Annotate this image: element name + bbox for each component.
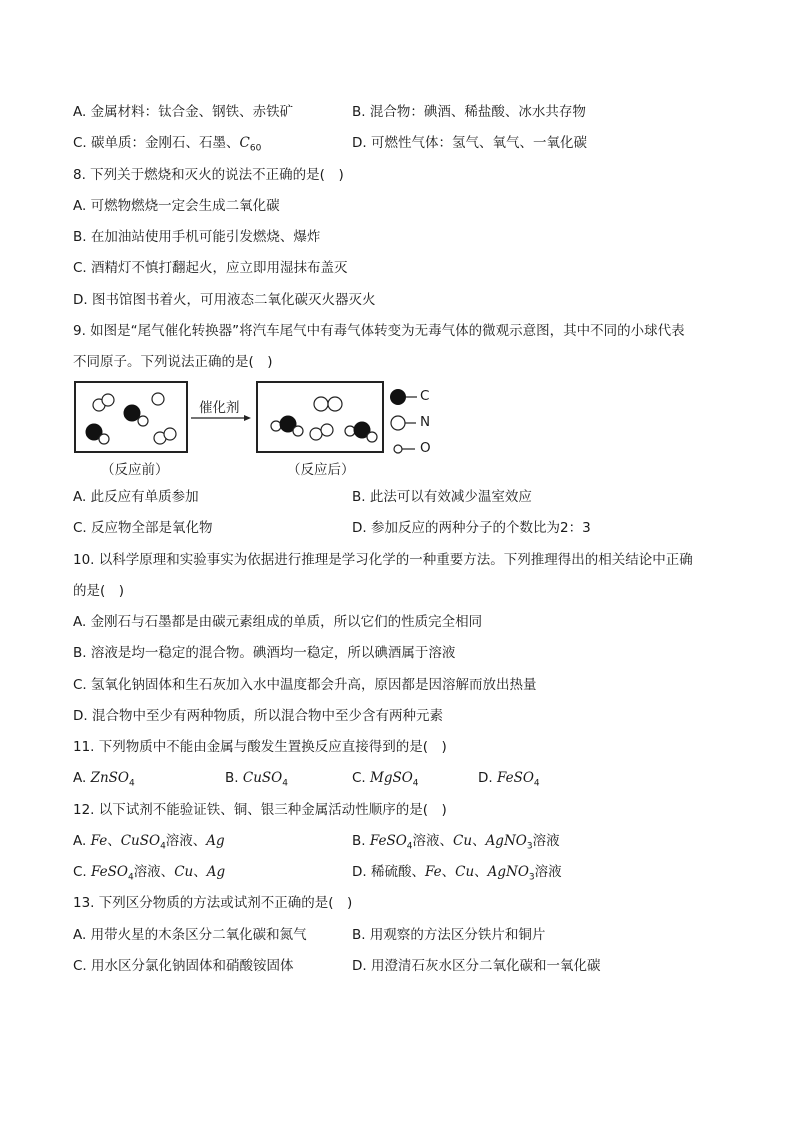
q13-option-d: D. 用澄清石灰水区分二氧化碳和一氧化碳 [352,958,601,974]
q10-option-a: A. 金刚石与石墨都是由碳元素组成的单质，所以它们的性质完全相同 [73,614,483,630]
before-molecules [86,393,176,444]
q11-option-b: B. CuSO$_4$ [225,770,288,789]
q10-stem-line1: 10. 以科学原理和实验事实为依据进行推理是学习化学的一种重要方法。下列推理得出的相关结论中正确 [73,552,693,568]
q12-option-c: C. FeSO$_4$溶液、Cu、Ag [73,864,226,883]
q10-option-c: C. 氢氧化钠固体和生石灰加入水中温度都会升高，原因都是因溶解而放出热量 [73,677,537,693]
q8-option-d: D. 图书馆图书着火，可用液态二氧化碳灭火器灭火 [73,292,376,308]
q7-option-b: B. 混合物：碘酒、稀盐酸、冰水共存物 [352,104,586,120]
legend-atoms [390,389,417,453]
q9-option-a: A. 此反应有单质参加 [73,489,199,505]
q11-stem: 11. 下列物质中不能由金属与酸发生置换反应直接得到的是( ) [73,739,447,755]
q9-option-d: D. 参加反应的两种分子的个数比为2：3 [352,520,591,536]
q10-option-d: D. 混合物中至少有两种物质，所以混合物中至少含有两种元素 [73,708,443,724]
after-molecules [271,397,377,442]
q7-option-a: A. 金属材料：钛合金、钢铁、赤铁矿 [73,104,294,120]
q13-option-a: A. 用带火星的木条区分二氧化碳和氮气 [73,927,307,943]
q9-stem-line1: 9. 如图是“尾气催化转换器”将汽车尾气中有毒气体转变为无毒气体的微观示意图，其中不同的小球代表 [73,323,685,339]
q11-option-d: D. FeSO$_4$ [478,770,540,789]
q7-option-d: D. 可燃性气体：氢气、氧气、一氧化碳 [352,135,587,151]
before-caption: （反应前） [101,462,169,478]
legend-c: C [420,388,430,404]
q13-stem: 13. 下列区分物质的方法或试剂不正确的是( ) [73,895,353,911]
after-caption: （反应后） [287,462,355,478]
q12-stem: 12. 以下试剂不能验证铁、铜、银三种金属活动性顺序的是( ) [73,802,447,818]
q12-option-a: A. Fe、CuSO$_4$溶液、Ag [73,833,225,852]
q13-option-c: C. 用水区分氯化钠固体和硝酸铵固体 [73,958,294,974]
q10-stem-line2: 的是( ) [73,583,125,599]
legend-o: O [420,440,431,456]
q12-option-d: D. 稀硫酸、Fe、Cu、AgNO$_3$溶液 [352,864,562,883]
catalyst-label: 催化剂 [199,400,240,416]
q8-option-c: C. 酒精灯不慎打翻起火，应立即用湿抹布盖灭 [73,260,348,276]
q8-stem: 8. 下列关于燃烧和灭火的说法不正确的是( ) [73,167,344,183]
q9-stem-line2: 不同原子。下列说法正确的是( ) [73,354,273,370]
q12-option-b: B. FeSO$_4$溶液、Cu、AgNO$_3$溶液 [352,833,560,852]
q10-option-b: B. 溶液是均一稳定的混合物。碘酒均一稳定，所以碘酒属于溶液 [73,645,456,661]
q11-option-a: A. ZnSO$_4$ [73,770,135,789]
q13-option-b: B. 用观察的方法区分铁片和铜片 [352,927,546,943]
q9-option-b: B. 此法可以有效减少温室效应 [352,489,532,505]
legend-n: N [420,414,431,430]
q7-option-c: C. 碳单质：金刚石、石墨、$C_{60}$ [73,135,262,154]
q8-option-b: B. 在加油站使用手机可能引发燃烧、爆炸 [73,229,321,245]
q9-option-c: C. 反应物全部是氧化物 [73,520,213,536]
q8-option-a: A. 可燃物燃烧一定会生成二氧化碳 [73,198,280,214]
q11-option-c: C. MgSO$_4$ [352,770,419,789]
